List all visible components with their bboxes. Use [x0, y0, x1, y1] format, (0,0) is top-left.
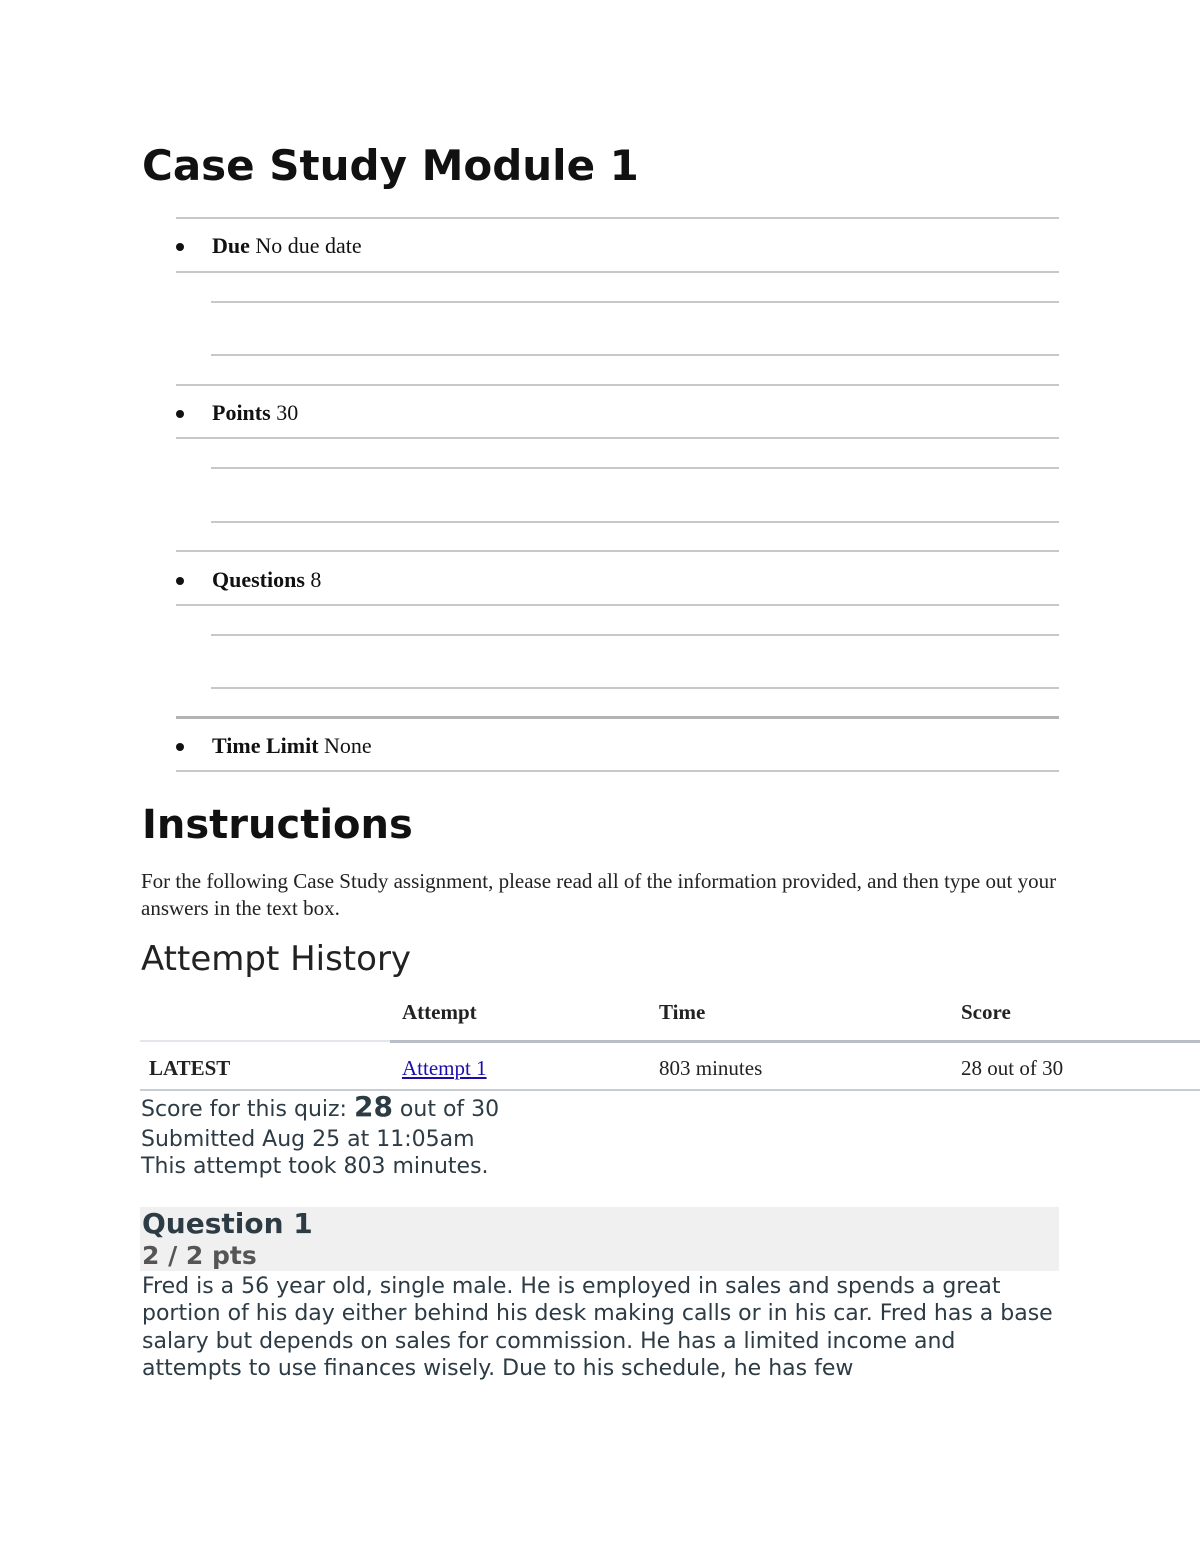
attempt-score-cell: 28 out of 30 [961, 1056, 1064, 1080]
score-suffix: out of 30 [392, 1097, 500, 1122]
instructions-text: For the following Case Study assignment, please read all of the information provided, and then type out your answers in the text box. [141, 869, 1057, 920]
divider [211, 634, 1059, 636]
question-text: Fred is a 56 year old, single male. He is employed in sales and spends a great portion of his day either behind his desk making calls or in his car. Fred has a base salary but depends on sales for commission. He has a limited income and attempts to use finances wisely. Due to his schedule, he has few [142, 1274, 1053, 1381]
detail-label: Due [212, 233, 250, 258]
column-header-score: Score [961, 1000, 1011, 1024]
question-header [140, 1207, 1059, 1271]
detail-value: None [324, 733, 372, 758]
divider [176, 604, 1059, 606]
attempt-1-link[interactable]: Attempt 1 [402, 1056, 487, 1080]
detail-value: 30 [276, 400, 299, 425]
attempt-history-heading: Attempt History [141, 939, 412, 979]
table-divider [140, 1040, 390, 1042]
divider [176, 271, 1059, 273]
divider [176, 550, 1059, 552]
attempt-time-cell: 803 minutes [659, 1056, 763, 1080]
score-prefix: Score for this quiz: [141, 1097, 354, 1122]
detail-label: Points [212, 400, 271, 425]
divider [211, 301, 1059, 303]
question-title: Question 1 [142, 1207, 313, 1240]
latest-badge: LATEST [149, 1056, 231, 1080]
detail-label: Time Limit [212, 733, 319, 758]
detail-value: No due date [255, 233, 362, 258]
instructions-heading: Instructions [142, 802, 413, 848]
divider [211, 354, 1059, 356]
quiz-score [141, 1090, 500, 1124]
column-header-attempt: Attempt [402, 1000, 477, 1024]
bullet-icon [176, 577, 184, 585]
page-title: Case Study Module 1 [142, 141, 639, 190]
attempt-duration: This attempt took 803 minutes. [141, 1154, 489, 1179]
attempt-link-cell [402, 1054, 487, 1082]
divider [176, 770, 1059, 772]
divider [211, 467, 1059, 469]
column-header-time: Time [659, 1000, 706, 1024]
divider [176, 437, 1059, 439]
bullet-icon [176, 743, 184, 751]
divider [176, 217, 1059, 219]
divider [176, 716, 1059, 719]
bullet-icon [176, 243, 184, 251]
divider [176, 384, 1059, 386]
score-value: 28 [353, 1090, 393, 1123]
table-divider [140, 1089, 1200, 1091]
bullet-icon [176, 410, 184, 418]
question-points: 2 / 2 pts [142, 1241, 257, 1270]
divider [211, 687, 1059, 689]
detail-value: 8 [310, 567, 322, 592]
detail-label: Questions [212, 567, 305, 592]
divider [211, 521, 1059, 523]
table-divider [390, 1040, 1200, 1043]
submitted-time: Submitted Aug 25 at 11:05am [141, 1127, 475, 1152]
